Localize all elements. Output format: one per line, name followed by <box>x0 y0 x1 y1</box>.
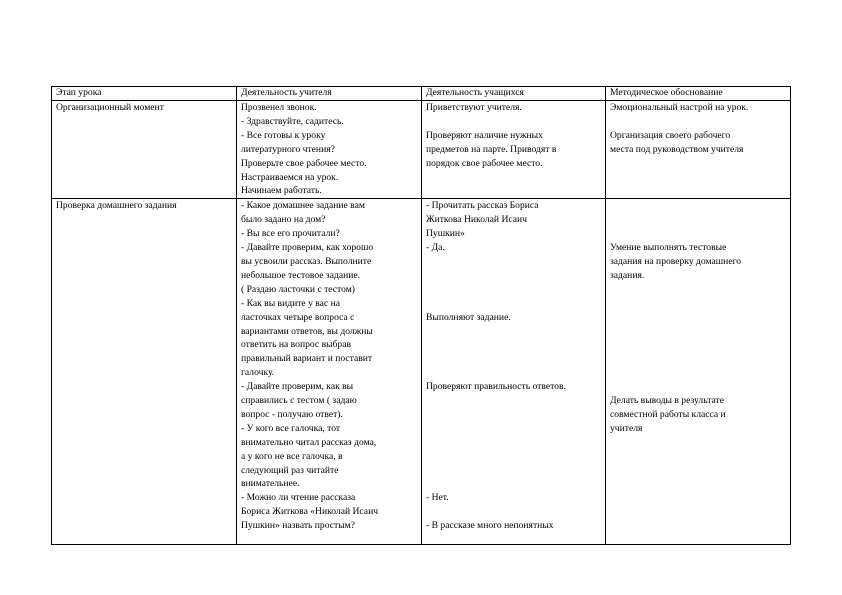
students-line: - Прочитать рассказ Бориса <box>426 200 539 212</box>
students-line <box>426 408 601 422</box>
teacher-line: - Вы все его прочитали? <box>241 228 340 240</box>
header-teacher-activity: Деятельность учителя <box>237 87 422 101</box>
teacher-line: ласточках четыре вопроса с <box>241 311 355 323</box>
students-line: Проверяют правильность ответов. <box>426 381 566 392</box>
students-line: порядок свое рабочее место. <box>426 157 543 169</box>
teacher-line: внимательнее. <box>241 478 300 490</box>
students-line <box>426 477 601 491</box>
method-line <box>610 324 786 338</box>
method-line: учителя <box>610 422 643 434</box>
students-line: - Нет. <box>426 492 449 504</box>
cell-students <box>422 199 606 545</box>
students-line <box>426 436 601 450</box>
teacher-line: - Какое домашнее задание вам <box>241 200 365 212</box>
method-line: Умение выполнять тестовые <box>610 242 727 254</box>
teacher-line: Прозвенел звонок. <box>241 102 317 113</box>
cell-stage <box>52 199 237 545</box>
students-line: Житкова Николай Исаич <box>426 214 527 226</box>
teacher-line: было задано на дом? <box>241 214 326 226</box>
teacher-line: - Давайте проверим, как хорошо <box>241 242 374 254</box>
cell-students <box>422 101 606 199</box>
teacher-line: - Как вы видите у вас на <box>241 297 340 309</box>
method-line: Эмоциональный настрой на урок. <box>610 102 749 113</box>
stage-text: Проверка домашнего задания <box>56 200 177 212</box>
teacher-line: галочку. <box>241 367 275 379</box>
teacher-line: - Здравствуйте, садитесь. <box>241 115 344 127</box>
method-line: задания на проверку домашнего <box>610 255 742 267</box>
students-line <box>426 422 601 436</box>
teacher-line: внимательно читал рассказ дома, <box>241 436 377 448</box>
method-line: задания. <box>610 269 645 281</box>
students-line: Проверяют наличие нужных <box>426 129 543 141</box>
method-line <box>610 366 786 380</box>
teacher-line: правильный вариант и поставит <box>241 353 373 365</box>
students-line <box>426 115 601 129</box>
teacher-line: небольшое тестовое задание. <box>241 269 361 281</box>
teacher-line: вопрос - получаю ответ). <box>241 408 343 420</box>
students-line: Выполняют задание. <box>426 311 511 323</box>
students-line <box>426 338 601 352</box>
students-line: - В рассказе много непонятных <box>426 519 554 531</box>
teacher-line: - У кого все галочка, тот <box>241 422 341 434</box>
method-line <box>610 283 786 297</box>
table-row <box>52 101 791 199</box>
teacher-line: ( Раздаю ласточки с тестом) <box>241 283 355 295</box>
method-line <box>610 213 786 227</box>
method-line: места под руководством учителя <box>610 143 744 155</box>
teacher-line: справились с тестом ( задаю <box>241 395 357 407</box>
method-line <box>610 297 786 311</box>
students-line <box>426 505 601 519</box>
teacher-line: ответить на вопрос выбрав <box>241 339 352 351</box>
teacher-line: вариантами ответов, вы должны <box>241 325 373 337</box>
method-line: Организация своего рабочего <box>610 129 731 141</box>
teacher-line: Начинаем работать. <box>241 185 322 197</box>
method-line <box>610 338 786 352</box>
method-line: Делать выводы в результате <box>610 394 724 406</box>
stage-text: Организационный момент <box>56 102 164 113</box>
students-line: - Да. <box>426 242 445 254</box>
teacher-line: - Все готовы к уроку <box>241 129 326 141</box>
method-line <box>610 115 786 129</box>
cell-stage <box>52 101 237 199</box>
header-student-activity: Деятельность учащихся <box>422 87 606 101</box>
teacher-line: следующий раз читайте <box>241 464 339 476</box>
teacher-line: Проверьте свое рабочее место. <box>241 157 367 169</box>
students-line <box>426 297 601 311</box>
table-row <box>52 199 791 545</box>
teacher-line: Настраиваемся на урок. <box>241 171 339 183</box>
students-line: предметов на парте. Приводят в <box>426 143 557 155</box>
teacher-line: - Можно ли чтение рассказа <box>241 492 356 504</box>
method-line <box>610 352 786 366</box>
teacher-line: - Давайте проверим, как вы <box>241 381 354 393</box>
students-line <box>426 255 601 269</box>
cell-teacher <box>237 199 422 545</box>
cell-method <box>606 199 791 545</box>
teacher-line: Пушкин» назвать простым? <box>241 520 355 532</box>
students-line <box>426 449 601 463</box>
students-line <box>426 324 601 338</box>
method-line: совместной работы класса и <box>610 408 726 420</box>
students-line <box>426 394 601 408</box>
cell-method <box>606 101 791 199</box>
header-methodical-rationale: Методическое обоснование <box>606 87 791 101</box>
students-line <box>426 269 601 283</box>
teacher-line: литературного чтения? <box>241 143 335 155</box>
method-line <box>610 380 786 394</box>
teacher-line: Бориса Житкова «Николай Исаич <box>241 506 379 518</box>
method-line <box>610 227 786 241</box>
method-line <box>610 199 786 213</box>
students-line <box>426 463 601 477</box>
teacher-line: вы усвоили рассказ. Выполните <box>241 255 372 267</box>
method-line <box>610 311 786 325</box>
teacher-line: а у кого не все галочка, в <box>241 450 343 462</box>
students-line <box>426 352 601 366</box>
students-line <box>426 283 601 297</box>
students-line: Приветствуют учителя. <box>426 102 522 113</box>
students-line: Пушкин» <box>426 228 465 240</box>
table-header-row <box>52 87 791 101</box>
table-body <box>52 101 791 545</box>
lesson-plan-table <box>51 86 791 545</box>
cell-teacher <box>237 101 422 199</box>
students-line <box>426 366 601 380</box>
header-stage: Этап урока <box>52 87 237 101</box>
